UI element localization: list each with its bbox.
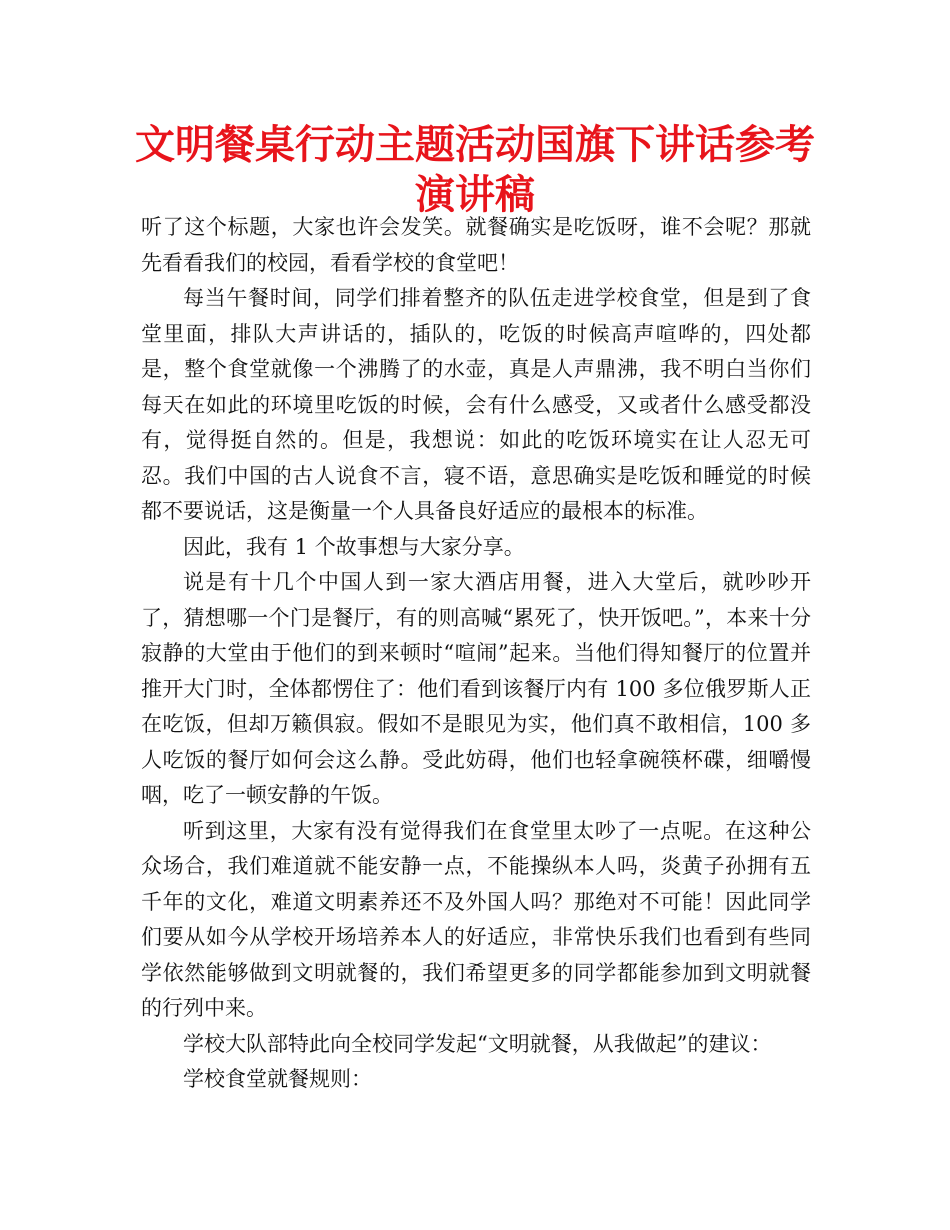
paragraph: 每当午餐时间，同学们排着整齐的队伍走进学校食堂，但是到了食堂里面，排队大声讲话的，插队的，吃饭的时候高声喧哗的，四处都是，整个食堂就像一个沸腾了的水壶，真是人声鼎沸，我不明白当你们每天在如此的环境里吃饭的时候，会有什么感受，又或者什么感受都没有，觉得挺自然的。但是，我想说：如此的吃饭环境实在让人忍无可忍。我们中国的古人说食不言，寝不语，意思确实是吃饭和睡觉的时候都不要说话，这是衡量一个人具备良好适应的最根本的标准。 xyxy=(141,286,811,523)
paragraph: 听到这里，大家有没有觉得我们在食堂里太吵了一点呢。在这种公众场合，我们难道就不能安静一点，不能操纵本人吗，炎黄子孙拥有五千年的文化，难道文明素养还不及外国人吗？那绝对不可能！因此同学们要从如今从学校开场培养本人的好适应，非常快乐我们也看到有些同学依然能够做到文明就餐的，我们希望更多的同学都能参加到文明就餐的行列中来。 xyxy=(141,818,811,1020)
paragraph: 说是有十几个中国人到一家大酒店用餐，进入大堂后，就吵吵开了，猜想哪一个门是餐厅，有的则高喊“累死了，快开饭吧。”，本来十分寂静的大堂由于他们的到来顿时“喧闹”起来。当他们得知餐厅的位置并推开大门时，全体都愣住了：他们看到该餐厅内有 100 多位俄罗斯人正在吃饭，但却万籁俱寂。假如不是眼见为实，他们真不敢相信，100 多人吃饭的餐厅如何会这么静。受此妨碍，他们也轻拿碗筷杯碟，细嚼慢咽，吃了一顿安静的午饭。 xyxy=(141,570,811,807)
paragraph: 学校大队部特此向全校同学发起“文明就餐，从我做起”的建议： xyxy=(183,1031,772,1056)
paragraph: 学校食堂就餐规则： xyxy=(183,1067,372,1091)
document-body xyxy=(141,210,811,1098)
document-title: 文明餐桌行动主题活动国旗下讲话参考演讲稿 xyxy=(135,122,815,218)
paragraph: 因此，我有 1 个故事想与大家分享。 xyxy=(183,534,525,559)
paragraph: 听了这个标题，大家也许会发笑。就餐确实是吃饭呀，谁不会呢？那就先看看我们的校园，看看学校的食堂吧！ xyxy=(141,215,811,275)
